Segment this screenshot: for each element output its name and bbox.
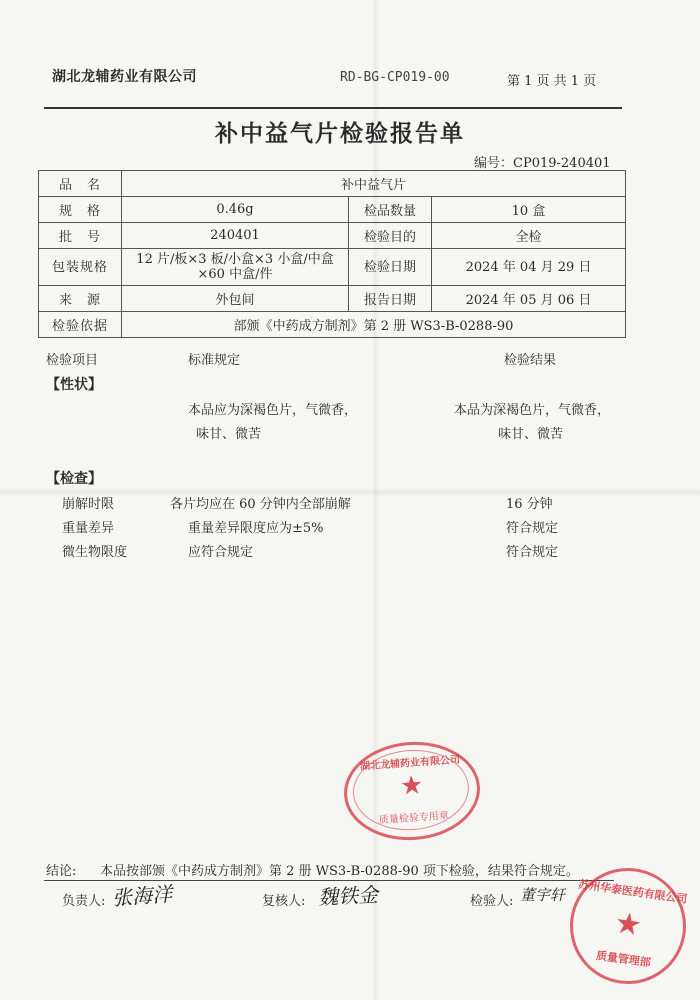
basis-value: 部颁《中药成方制剂》第 2 册 WS3-B-0288-90 (122, 312, 626, 338)
appearance-standard-line-2: 味甘、微苦 (196, 427, 262, 442)
pack-value-line-1: 12 片/板×3 板/小盒×3 小盒/中盒 (136, 252, 334, 267)
quality-dept-seal-company: 苏州华泰医药有限公司 (577, 877, 689, 906)
spec-value: 0.46g (122, 197, 349, 223)
qc-seal-company: 湖北龙辅药业有限公司 (359, 754, 461, 773)
test-date-value: 2024 年 04 月 29 日 (432, 249, 626, 286)
qty-label: 检品数量 (349, 197, 432, 223)
product-value: 补中益气片 (122, 171, 626, 197)
table-row (39, 171, 626, 197)
appearance-section-title: 【性状】 (46, 377, 102, 393)
inspector-label: 检验人: (470, 894, 514, 909)
purpose-value: 全检 (432, 223, 626, 249)
header-divider (44, 107, 622, 109)
report-serial: 编号：CP019-240401 (474, 156, 611, 171)
check-item-result: 16 分钟 (506, 497, 553, 512)
check-item-result: 符合规定 (506, 545, 559, 560)
spec-label: 规 格 (39, 197, 122, 223)
page-info: 第 1 页 共 1 页 (507, 74, 597, 89)
source-value: 外包间 (122, 286, 349, 312)
quality-dept-seal-stamp (562, 860, 693, 991)
responsible-signature: 张海洋 (111, 881, 173, 911)
check-item-standard: 各片均应在 60 分钟内全部崩解 (170, 497, 351, 512)
check-item-name: 微生物限度 (62, 545, 128, 560)
pack-label: 包装规格 (39, 249, 122, 286)
check-item-name: 重量差异 (62, 521, 115, 536)
qc-seal-label: 质量检验专用章 (378, 810, 450, 827)
purpose-label: 检验目的 (349, 223, 432, 249)
check-item-standard: 重量差异限度应为±5% (188, 521, 324, 536)
check-item-name: 崩解时限 (62, 497, 115, 512)
info-table (38, 170, 626, 338)
check-item-result: 符合规定 (506, 521, 559, 536)
table-row (39, 197, 626, 223)
test-date-label: 检验日期 (349, 249, 432, 286)
star-icon: ★ (612, 905, 644, 944)
conclusion-text: 本品按部颁《中药成方制剂》第 2 册 WS3-B-0288-90 项下检验，结果符合规定。 (100, 864, 579, 879)
reviewer-signature: 魏铁金 (317, 882, 379, 910)
table-row (39, 312, 626, 338)
report-title: 补中益气片检验报告单 (215, 120, 465, 147)
pack-value (122, 249, 349, 286)
document-id: RD-BG-CP019-00 (340, 70, 450, 85)
star-icon: ★ (398, 770, 425, 802)
checks-section-title: 【检查】 (46, 471, 102, 487)
table-row (39, 249, 626, 286)
batch-label: 批 号 (39, 223, 122, 249)
appearance-standard-line-1: 本品应为深褐色片，气微香， (188, 403, 358, 418)
results-result-header: 检验结果 (504, 353, 557, 368)
quality-dept-seal-label: 质量管理部 (595, 948, 652, 970)
report-date-value: 2024 年 05 月 06 日 (432, 286, 626, 312)
appearance-result-line-2: 味甘、微苦 (498, 427, 564, 442)
results-standard-header: 标准规定 (188, 353, 241, 368)
results-item-header: 检验项目 (46, 353, 99, 368)
report-date-label: 报告日期 (349, 286, 432, 312)
check-item-standard: 应符合规定 (188, 545, 254, 560)
batch-value: 240401 (122, 223, 349, 249)
responsible-label: 负责人: (62, 894, 106, 909)
appearance-result-line-1: 本品为深褐色片，气微香， (454, 403, 611, 418)
qc-seal-stamp (341, 737, 484, 844)
product-label: 品 名 (39, 171, 122, 197)
table-row (39, 223, 626, 249)
conclusion-label: 结论: (46, 864, 77, 879)
source-label: 来 源 (39, 286, 122, 312)
inspector-signature: 董宇轩 (520, 886, 566, 904)
company-name: 湖北龙辅药业有限公司 (52, 69, 197, 85)
pack-value-line-2: ×60 中盒/件 (197, 267, 273, 282)
basis-label: 检验依据 (39, 312, 122, 338)
qty-value: 10 盒 (432, 197, 626, 223)
reviewer-label: 复核人: (262, 894, 306, 909)
table-row (39, 286, 626, 312)
